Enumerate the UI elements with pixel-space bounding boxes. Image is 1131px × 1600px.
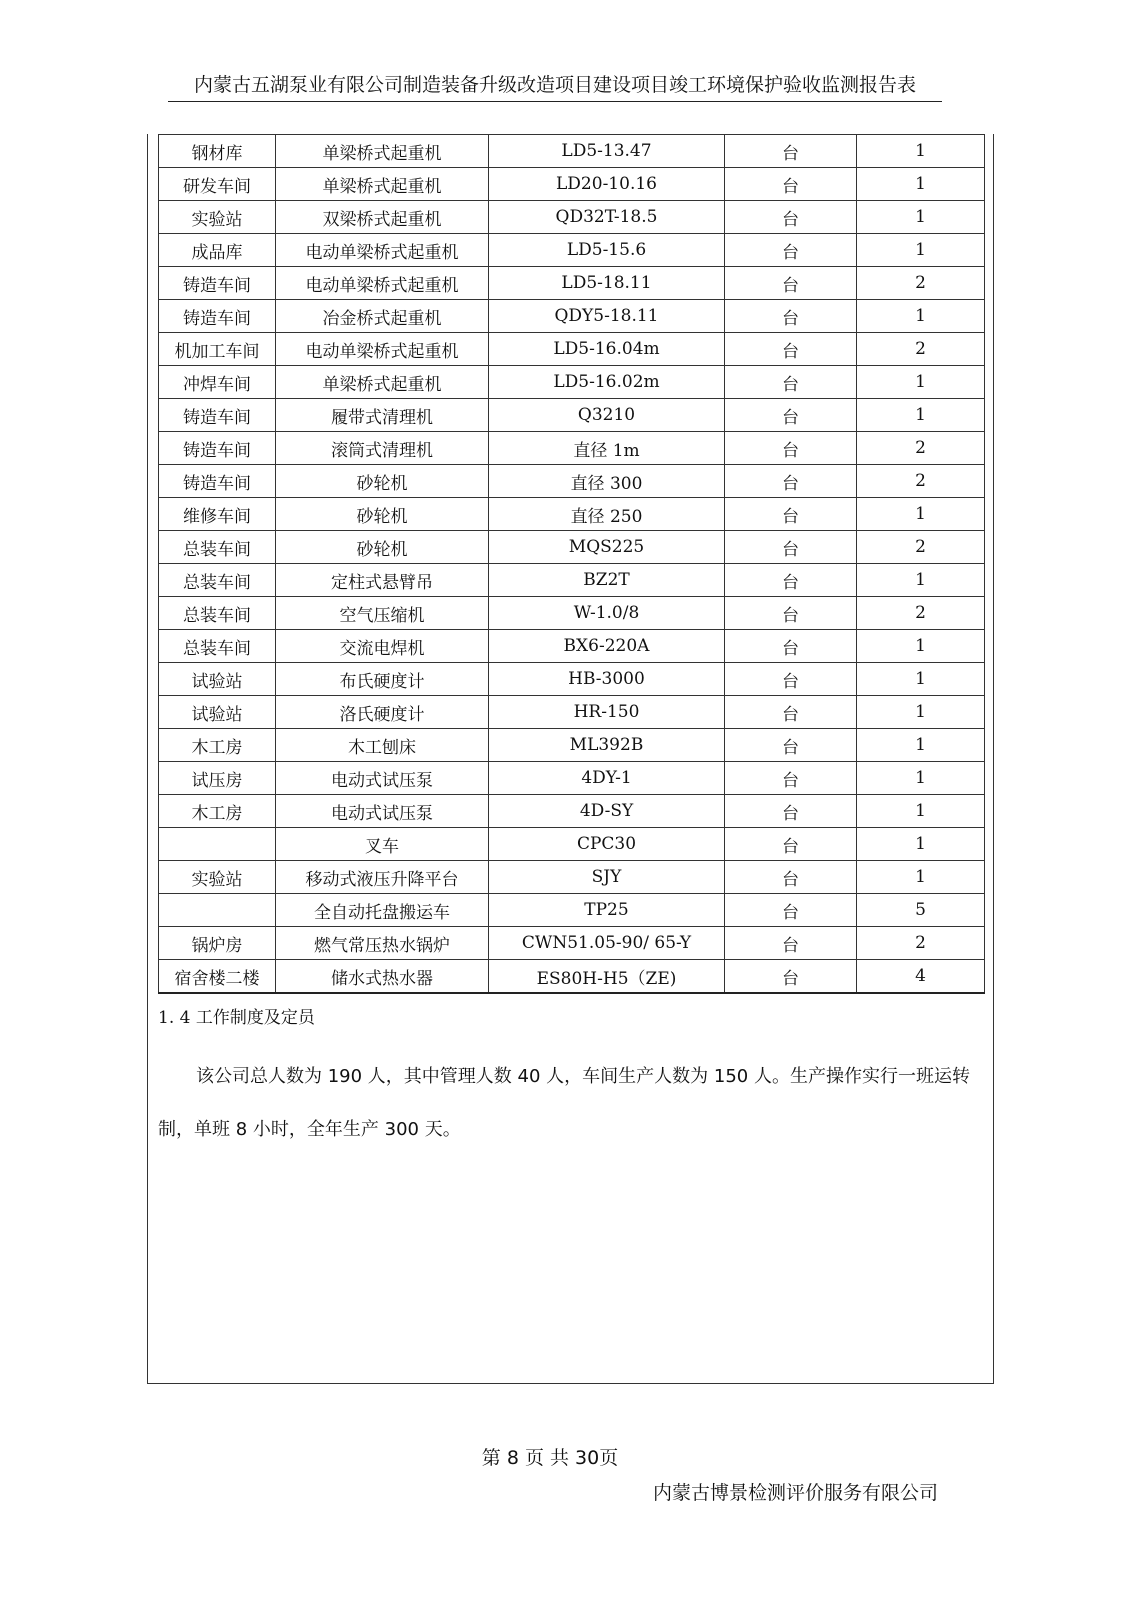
equipment-name-cell: 砂轮机 — [276, 498, 489, 531]
table-row — [159, 432, 985, 465]
quantity-cell: 2 — [857, 465, 985, 498]
equipment-name-cell: 全自动托盘搬运车 — [276, 894, 489, 927]
quantity-cell: 1 — [857, 498, 985, 531]
unit-cell: 台 — [725, 663, 857, 696]
unit-cell: 台 — [725, 234, 857, 267]
location-cell: 木工房 — [159, 729, 276, 762]
unit-cell: 台 — [725, 465, 857, 498]
table-row — [159, 333, 985, 366]
location-cell: 铸造车间 — [159, 432, 276, 465]
model-cell: QDY5-18.11 — [489, 300, 725, 333]
equipment-table — [158, 134, 985, 994]
table-row — [159, 234, 985, 267]
section-heading: 1. 4 工作制度及定员 — [158, 1008, 315, 1028]
table-row — [159, 960, 985, 994]
quantity-cell: 1 — [857, 861, 985, 894]
quantity-cell: 1 — [857, 399, 985, 432]
quantity-cell: 1 — [857, 201, 985, 234]
unit-cell: 台 — [725, 597, 857, 630]
table-row — [159, 597, 985, 630]
unit-cell: 台 — [725, 828, 857, 861]
table-row — [159, 366, 985, 399]
quantity-cell: 1 — [857, 828, 985, 861]
unit-cell: 台 — [725, 696, 857, 729]
unit-cell: 台 — [725, 861, 857, 894]
table-row — [159, 498, 985, 531]
header-rule — [168, 101, 942, 102]
report-header-title: 内蒙古五湖泵业有限公司制造装备升级改造项目建设项目竣工环境保护验收监测报告表 — [193, 74, 916, 96]
model-cell: SJY — [489, 861, 725, 894]
footer-company: 内蒙古博景检测评价服务有限公司 — [652, 1482, 938, 1504]
equipment-name-cell: 电动单梁桥式起重机 — [276, 333, 489, 366]
quantity-cell: 1 — [857, 234, 985, 267]
unit-cell: 台 — [725, 201, 857, 234]
table-row — [159, 828, 985, 861]
unit-cell: 台 — [725, 267, 857, 300]
quantity-cell: 2 — [857, 333, 985, 366]
equipment-name-cell: 双梁桥式起重机 — [276, 201, 489, 234]
equipment-name-cell: 空气压缩机 — [276, 597, 489, 630]
model-cell: LD5-18.11 — [489, 267, 725, 300]
equipment-name-cell: 电动单梁桥式起重机 — [276, 234, 489, 267]
location-cell — [159, 894, 276, 927]
table-row — [159, 201, 985, 234]
table-row — [159, 663, 985, 696]
location-cell: 铸造车间 — [159, 267, 276, 300]
location-cell: 铸造车间 — [159, 399, 276, 432]
location-cell: 宿舍楼二楼 — [159, 960, 276, 994]
model-cell: MQS225 — [489, 531, 725, 564]
unit-cell: 台 — [725, 366, 857, 399]
model-cell: 直径 1m — [489, 432, 725, 465]
model-cell: BZ2T — [489, 564, 725, 597]
model-cell: Q3210 — [489, 399, 725, 432]
unit-cell: 台 — [725, 399, 857, 432]
table-row — [159, 399, 985, 432]
quantity-cell: 1 — [857, 135, 985, 168]
quantity-cell: 1 — [857, 366, 985, 399]
location-cell: 试验站 — [159, 663, 276, 696]
equipment-name-cell: 电动式试压泵 — [276, 795, 489, 828]
model-cell: W-1.0/8 — [489, 597, 725, 630]
model-cell: LD5-16.02m — [489, 366, 725, 399]
unit-cell: 台 — [725, 762, 857, 795]
table-row — [159, 927, 985, 960]
quantity-cell: 1 — [857, 300, 985, 333]
model-cell: LD5-16.04m — [489, 333, 725, 366]
page-number: 第 8 页 共 30页 — [481, 1447, 619, 1469]
quantity-cell: 2 — [857, 432, 985, 465]
quantity-cell: 2 — [857, 531, 985, 564]
equipment-name-cell: 移动式液压升降平台 — [276, 861, 489, 894]
unit-cell: 台 — [725, 927, 857, 960]
location-cell: 试压房 — [159, 762, 276, 795]
unit-cell: 台 — [725, 729, 857, 762]
quantity-cell: 2 — [857, 927, 985, 960]
unit-cell: 台 — [725, 795, 857, 828]
table-row — [159, 696, 985, 729]
unit-cell: 台 — [725, 498, 857, 531]
unit-cell: 台 — [725, 432, 857, 465]
quantity-cell: 1 — [857, 729, 985, 762]
table-row — [159, 762, 985, 795]
equipment-name-cell: 冶金桥式起重机 — [276, 300, 489, 333]
equipment-name-cell: 履带式清理机 — [276, 399, 489, 432]
unit-cell: 台 — [725, 894, 857, 927]
equipment-name-cell: 定柱式悬臂吊 — [276, 564, 489, 597]
location-cell: 木工房 — [159, 795, 276, 828]
model-cell: BX6-220A — [489, 630, 725, 663]
location-cell: 成品库 — [159, 234, 276, 267]
model-cell: LD20-10.16 — [489, 168, 725, 201]
equipment-name-cell: 单梁桥式起重机 — [276, 168, 489, 201]
model-cell: LD5-15.6 — [489, 234, 725, 267]
unit-cell: 台 — [725, 531, 857, 564]
model-cell: 直径 250 — [489, 498, 725, 531]
table-row — [159, 894, 985, 927]
model-cell: ML392B — [489, 729, 725, 762]
location-cell: 研发车间 — [159, 168, 276, 201]
unit-cell: 台 — [725, 630, 857, 663]
model-cell: CWN51.05-90/ 65-Y — [489, 927, 725, 960]
unit-cell: 台 — [725, 135, 857, 168]
location-cell: 维修车间 — [159, 498, 276, 531]
quantity-cell: 1 — [857, 762, 985, 795]
quantity-cell: 1 — [857, 696, 985, 729]
location-cell: 总装车间 — [159, 531, 276, 564]
unit-cell: 台 — [725, 960, 857, 994]
equipment-name-cell: 电动单梁桥式起重机 — [276, 267, 489, 300]
table-row — [159, 795, 985, 828]
table-row — [159, 531, 985, 564]
quantity-cell: 1 — [857, 663, 985, 696]
table-row — [159, 630, 985, 663]
unit-cell: 台 — [725, 333, 857, 366]
location-cell: 钢材库 — [159, 135, 276, 168]
model-cell: CPC30 — [489, 828, 725, 861]
table-row — [159, 267, 985, 300]
equipment-name-cell: 燃气常压热水锅炉 — [276, 927, 489, 960]
table-row — [159, 465, 985, 498]
equipment-name-cell: 滚筒式清理机 — [276, 432, 489, 465]
location-cell: 试验站 — [159, 696, 276, 729]
model-cell: 4D-SY — [489, 795, 725, 828]
location-cell — [159, 828, 276, 861]
table-row — [159, 729, 985, 762]
quantity-cell: 1 — [857, 564, 985, 597]
location-cell: 总装车间 — [159, 597, 276, 630]
quantity-cell: 1 — [857, 795, 985, 828]
equipment-name-cell: 储水式热水器 — [276, 960, 489, 994]
location-cell: 铸造车间 — [159, 300, 276, 333]
model-cell: 直径 300 — [489, 465, 725, 498]
equipment-name-cell: 砂轮机 — [276, 465, 489, 498]
location-cell: 总装车间 — [159, 630, 276, 663]
equipment-name-cell: 电动式试压泵 — [276, 762, 489, 795]
equipment-name-cell: 布氏硬度计 — [276, 663, 489, 696]
table-row — [159, 135, 985, 168]
quantity-cell: 1 — [857, 168, 985, 201]
unit-cell: 台 — [725, 564, 857, 597]
model-cell: HR-150 — [489, 696, 725, 729]
equipment-name-cell: 交流电焊机 — [276, 630, 489, 663]
equipment-name-cell: 洛氏硬度计 — [276, 696, 489, 729]
equipment-name-cell: 砂轮机 — [276, 531, 489, 564]
table-row — [159, 168, 985, 201]
quantity-cell: 1 — [857, 630, 985, 663]
quantity-cell: 5 — [857, 894, 985, 927]
location-cell: 实验站 — [159, 201, 276, 234]
quantity-cell: 2 — [857, 267, 985, 300]
staffing-paragraph: 该公司总人数为 190 人，其中管理人数 40 人，车间生产人数为 150 人。生产操作实行一班运转制，单班 8 小时，全年生产 300 天。 — [158, 1066, 970, 1140]
location-cell: 冲焊车间 — [159, 366, 276, 399]
unit-cell: 台 — [725, 168, 857, 201]
location-cell: 实验站 — [159, 861, 276, 894]
equipment-name-cell: 叉车 — [276, 828, 489, 861]
quantity-cell: 4 — [857, 960, 985, 994]
location-cell: 铸造车间 — [159, 465, 276, 498]
equipment-name-cell: 单梁桥式起重机 — [276, 135, 489, 168]
quantity-cell: 2 — [857, 597, 985, 630]
location-cell: 锅炉房 — [159, 927, 276, 960]
unit-cell: 台 — [725, 300, 857, 333]
model-cell: TP25 — [489, 894, 725, 927]
table-row — [159, 300, 985, 333]
table-row — [159, 861, 985, 894]
table-row — [159, 564, 985, 597]
equipment-name-cell: 木工刨床 — [276, 729, 489, 762]
model-cell: ES80H-H5（ZE) — [489, 960, 725, 994]
location-cell: 总装车间 — [159, 564, 276, 597]
model-cell: QD32T-18.5 — [489, 201, 725, 234]
location-cell: 机加工车间 — [159, 333, 276, 366]
equipment-name-cell: 单梁桥式起重机 — [276, 366, 489, 399]
model-cell: LD5-13.47 — [489, 135, 725, 168]
model-cell: 4DY-1 — [489, 762, 725, 795]
model-cell: HB-3000 — [489, 663, 725, 696]
equipment-table-body — [159, 135, 985, 994]
